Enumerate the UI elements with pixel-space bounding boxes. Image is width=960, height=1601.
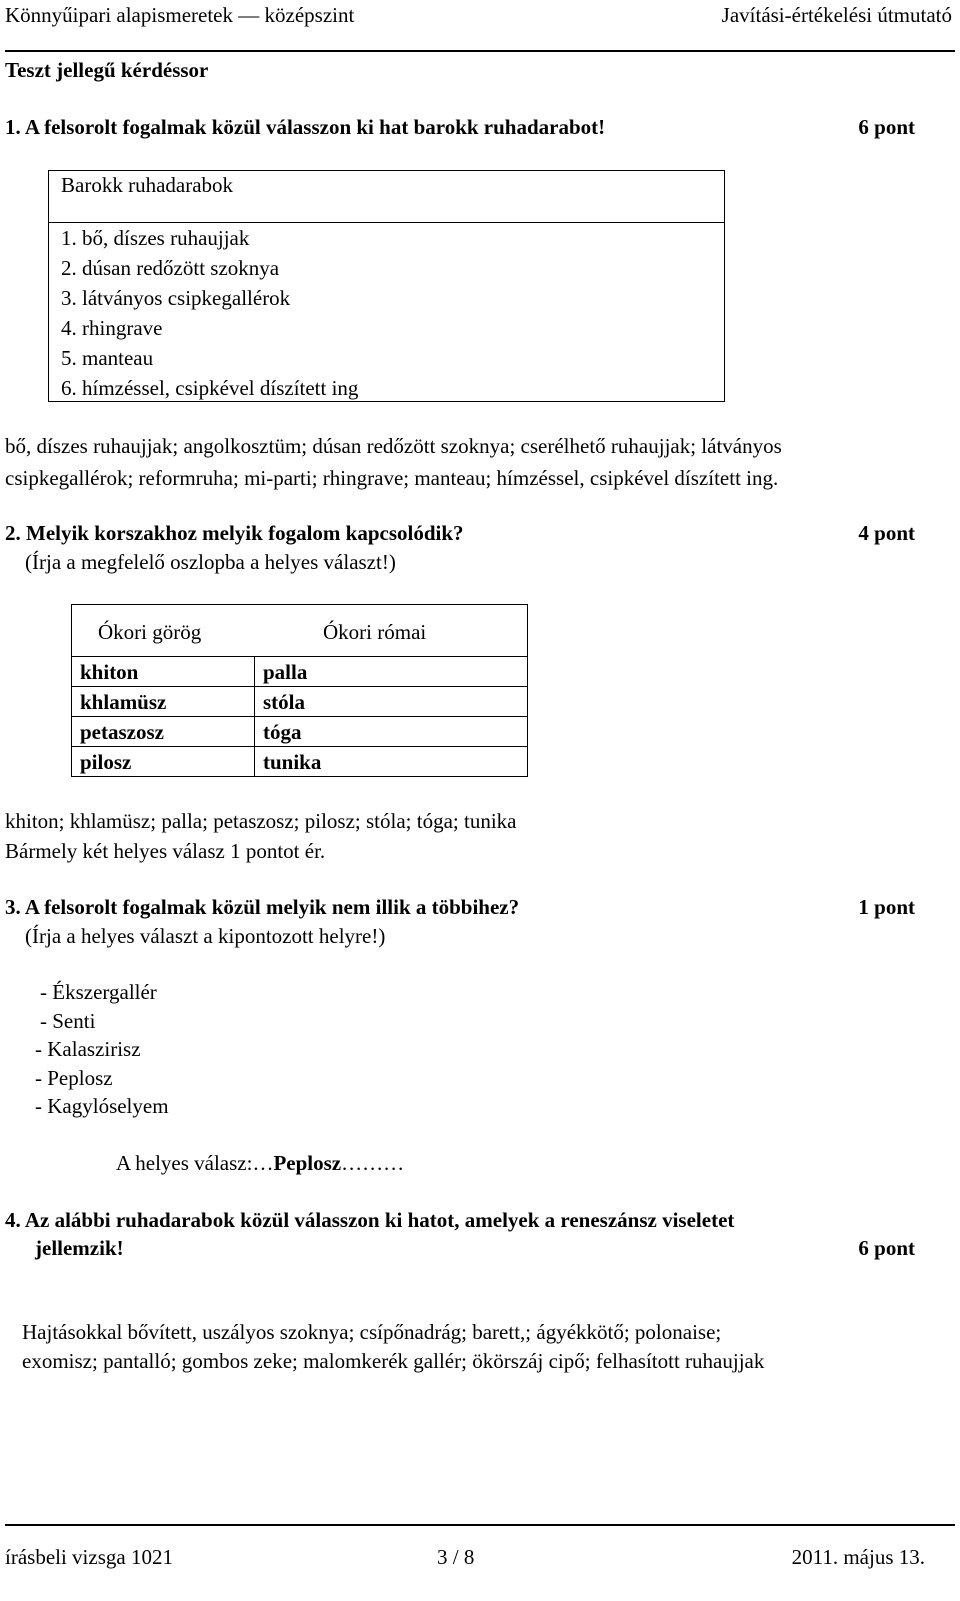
- q1-item: 2. dúsan redőzött szoknya: [61, 256, 280, 280]
- q2-row-line: [71, 746, 528, 747]
- q1-options-line: bő, díszes ruhaujjak; angolkosztüm; dúsan redőzött szoknya; cserélhető ruhaujjak; látványos: [5, 434, 782, 458]
- q1-options-line: csipkegallérok; reformruha; mi-parti; rhingrave; manteau; hímzéssel, csipkével díszített ing.: [5, 466, 779, 490]
- q1-item: 3. látványos csipkegallérok: [61, 286, 291, 310]
- footer-right: 2011. május 13.: [791, 1545, 925, 1569]
- header-right: Javítási-értékelési útmutató: [721, 3, 952, 27]
- q3-item: - Kagylóselyem: [35, 1094, 169, 1118]
- q2-col2-item: stóla: [263, 690, 305, 714]
- q4-text-line: jellemzik!: [35, 1236, 124, 1260]
- q1-item: 1. bő, díszes ruhaujjak: [61, 226, 250, 250]
- q4-text-line: 4. Az alábbi ruhadarabok közül válasszon ki hatot, amelyek a reneszánsz viseletet: [5, 1208, 735, 1232]
- q3-item: - Ékszergallér: [40, 980, 157, 1004]
- q4-answer-line: exomisz; pantalló; gombos zeke; malomkerék gallér; ökörszáj cipő; felhasított ruhaujjak: [22, 1349, 765, 1373]
- q2-text: 2. Melyik korszakhoz melyik fogalom kapcsolódik?: [5, 521, 464, 545]
- q2-col2-header: Ókori római: [323, 620, 427, 644]
- q4-answer-line: Hajtásokkal bővített, uszályos szoknya; csípőnadrág; barett,; ágyékkötő; polonaise;: [22, 1320, 722, 1344]
- q2-col1-header: Ókori görög: [98, 620, 202, 644]
- q1-table-divider: [48, 222, 725, 223]
- q3-answer: Peplosz: [273, 1151, 342, 1175]
- q3-answer-line: [116, 1151, 404, 1176]
- q2-col1-item: petaszosz: [80, 720, 164, 744]
- q1-text: 1. A felsorolt fogalmak közül válasszon ki hat barokk ruhadarabot!: [5, 115, 606, 139]
- footer-left: írásbeli vizsga 1021: [5, 1545, 173, 1569]
- q1-item: 5. manteau: [61, 346, 154, 370]
- q2-col2-item: palla: [263, 660, 308, 684]
- q3-text: 3. A felsorolt fogalmak közül melyik nem illik a többihez?: [5, 895, 520, 919]
- q3-answer-dots: ………: [341, 1151, 405, 1175]
- header-rule: [5, 50, 955, 52]
- q3-item: - Peplosz: [35, 1066, 113, 1090]
- header-left: Könnyűipari alapismeretek — középszint: [5, 3, 355, 27]
- q2-col2-item: tunika: [263, 750, 322, 774]
- q1-points: 6 pont: [858, 115, 915, 139]
- q2-col2-item: tóga: [263, 720, 302, 744]
- footer-rule: [5, 1524, 955, 1526]
- q2-points: 4 pont: [858, 521, 915, 545]
- q1-table-header: Barokk ruhadarabok: [61, 173, 234, 197]
- q2-header-divider: [71, 656, 528, 657]
- q3-item: - Kalaszirisz: [35, 1037, 141, 1061]
- q4-points: 6 pont: [858, 1236, 915, 1260]
- q3-points: 1 pont: [858, 895, 915, 919]
- q3-instruction: (Írja a helyes választ a kipontozott helyre!): [25, 924, 386, 948]
- q3-item: - Senti: [40, 1009, 96, 1033]
- q2-instruction: (Írja a megfelelő oszlopba a helyes választ!): [25, 550, 396, 574]
- q2-scoring: Bármely két helyes válasz 1 pontot ér.: [5, 839, 326, 863]
- q2-col1-item: khiton: [80, 660, 139, 684]
- q2-col1-item: khlamüsz: [80, 690, 167, 714]
- q1-item: 6. hímzéssel, csipkével díszített ing: [61, 376, 359, 400]
- q2-col1-item: pilosz: [80, 750, 132, 774]
- q2-options: khiton; khlamüsz; palla; petaszosz; pilosz; stóla; tóga; tunika: [5, 809, 517, 833]
- section-title: Teszt jellegű kérdéssor: [5, 58, 209, 82]
- q2-row-line: [71, 716, 528, 717]
- q3-answer-label: A helyes válasz:: [116, 1151, 253, 1175]
- footer-page-number: 3 / 8: [437, 1545, 475, 1569]
- q1-item: 4. rhingrave: [61, 316, 163, 340]
- q2-row-line: [71, 686, 528, 687]
- q3-answer-dots: …: [252, 1151, 274, 1175]
